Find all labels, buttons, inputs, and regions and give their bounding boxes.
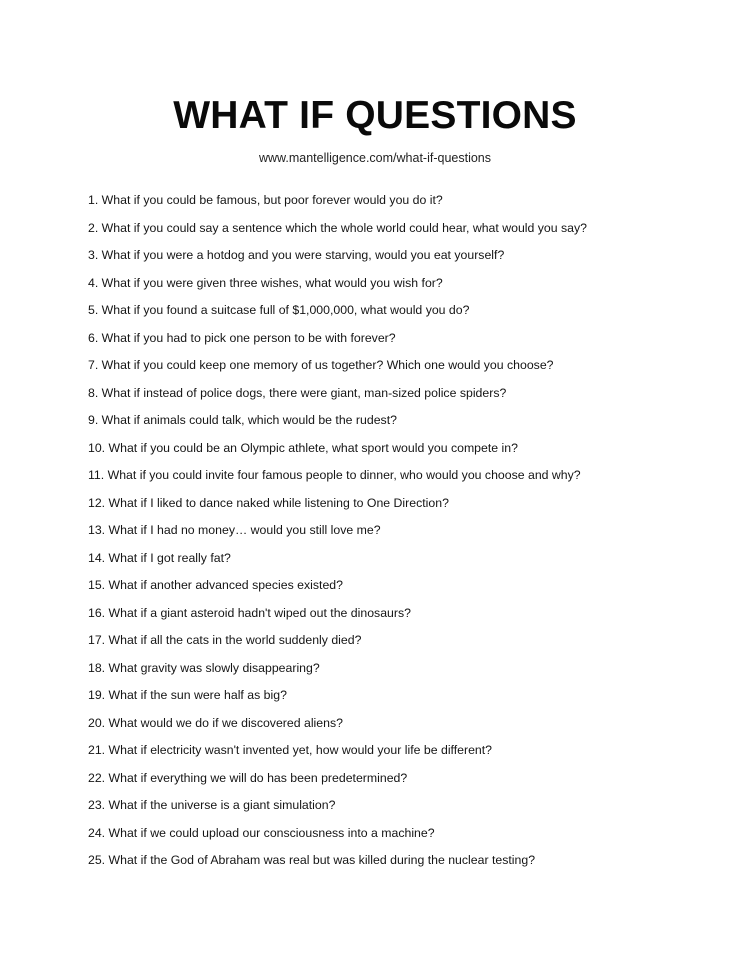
list-item: 17. What if all the cats in the world suddenly died? xyxy=(88,633,362,647)
list-item: 12. What if I liked to dance naked while listening to One Direction? xyxy=(88,495,449,510)
list-item: 5. What if you found a suitcase full of $1,000,000, what would you do? xyxy=(88,303,470,317)
list-item: 4. What if you were given three wishes, what would you wish for? xyxy=(88,275,443,290)
source-url: www.mantelligence.com/what-if-questions xyxy=(258,151,492,165)
list-item: 14. What if I got really fat? xyxy=(88,550,231,565)
list-item: 11. What if you could invite four famous people to dinner, who would you choose and why? xyxy=(88,468,581,482)
questions-list xyxy=(88,191,728,879)
list-item: 25. What if the God of Abraham was real but was killed during the nuclear testing? xyxy=(88,853,536,867)
list-item: 19. What if the sun were half as big? xyxy=(88,688,287,702)
list-item: 16. What if a giant asteroid hadn't wiped out the dinosaurs? xyxy=(88,605,411,620)
list-item: 20. What would we do if we discovered aliens? xyxy=(88,715,343,730)
list-item: 21. What if electricity wasn't invented yet, how would your life be different? xyxy=(88,743,493,757)
page-title: WHAT IF QUESTIONS xyxy=(173,94,577,137)
list-item: 2. What if you could say a sentence which the whole world could hear, what would you say? xyxy=(88,220,587,235)
list-item: 7. What if you could keep one memory of us together? Which one would you choose? xyxy=(88,358,554,372)
list-item: 8. What if instead of police dogs, there were giant, man-sized police spiders? xyxy=(88,385,507,400)
list-item: 10. What if you could be an Olympic athlete, what sport would you compete in? xyxy=(88,440,518,455)
list-item: 24. What if we could upload our consciousness into a machine? xyxy=(88,825,435,840)
list-item: 3. What if you were a hotdog and you were starving, would you eat yourself? xyxy=(88,248,505,262)
list-item: 6. What if you had to pick one person to be with forever? xyxy=(88,330,396,345)
list-item: 9. What if animals could talk, which would be the rudest? xyxy=(88,413,397,427)
list-item: 15. What if another advanced species existed? xyxy=(88,578,343,592)
list-item: 18. What gravity was slowly disappearing? xyxy=(88,660,320,675)
list-item: 1. What if you could be famous, but poor forever would you do it? xyxy=(88,193,443,207)
list-item: 23. What if the universe is a giant simulation? xyxy=(88,798,336,812)
list-item: 13. What if I had no money… would you still love me? xyxy=(88,523,381,537)
list-item: 22. What if everything we will do has been predetermined? xyxy=(88,770,408,785)
